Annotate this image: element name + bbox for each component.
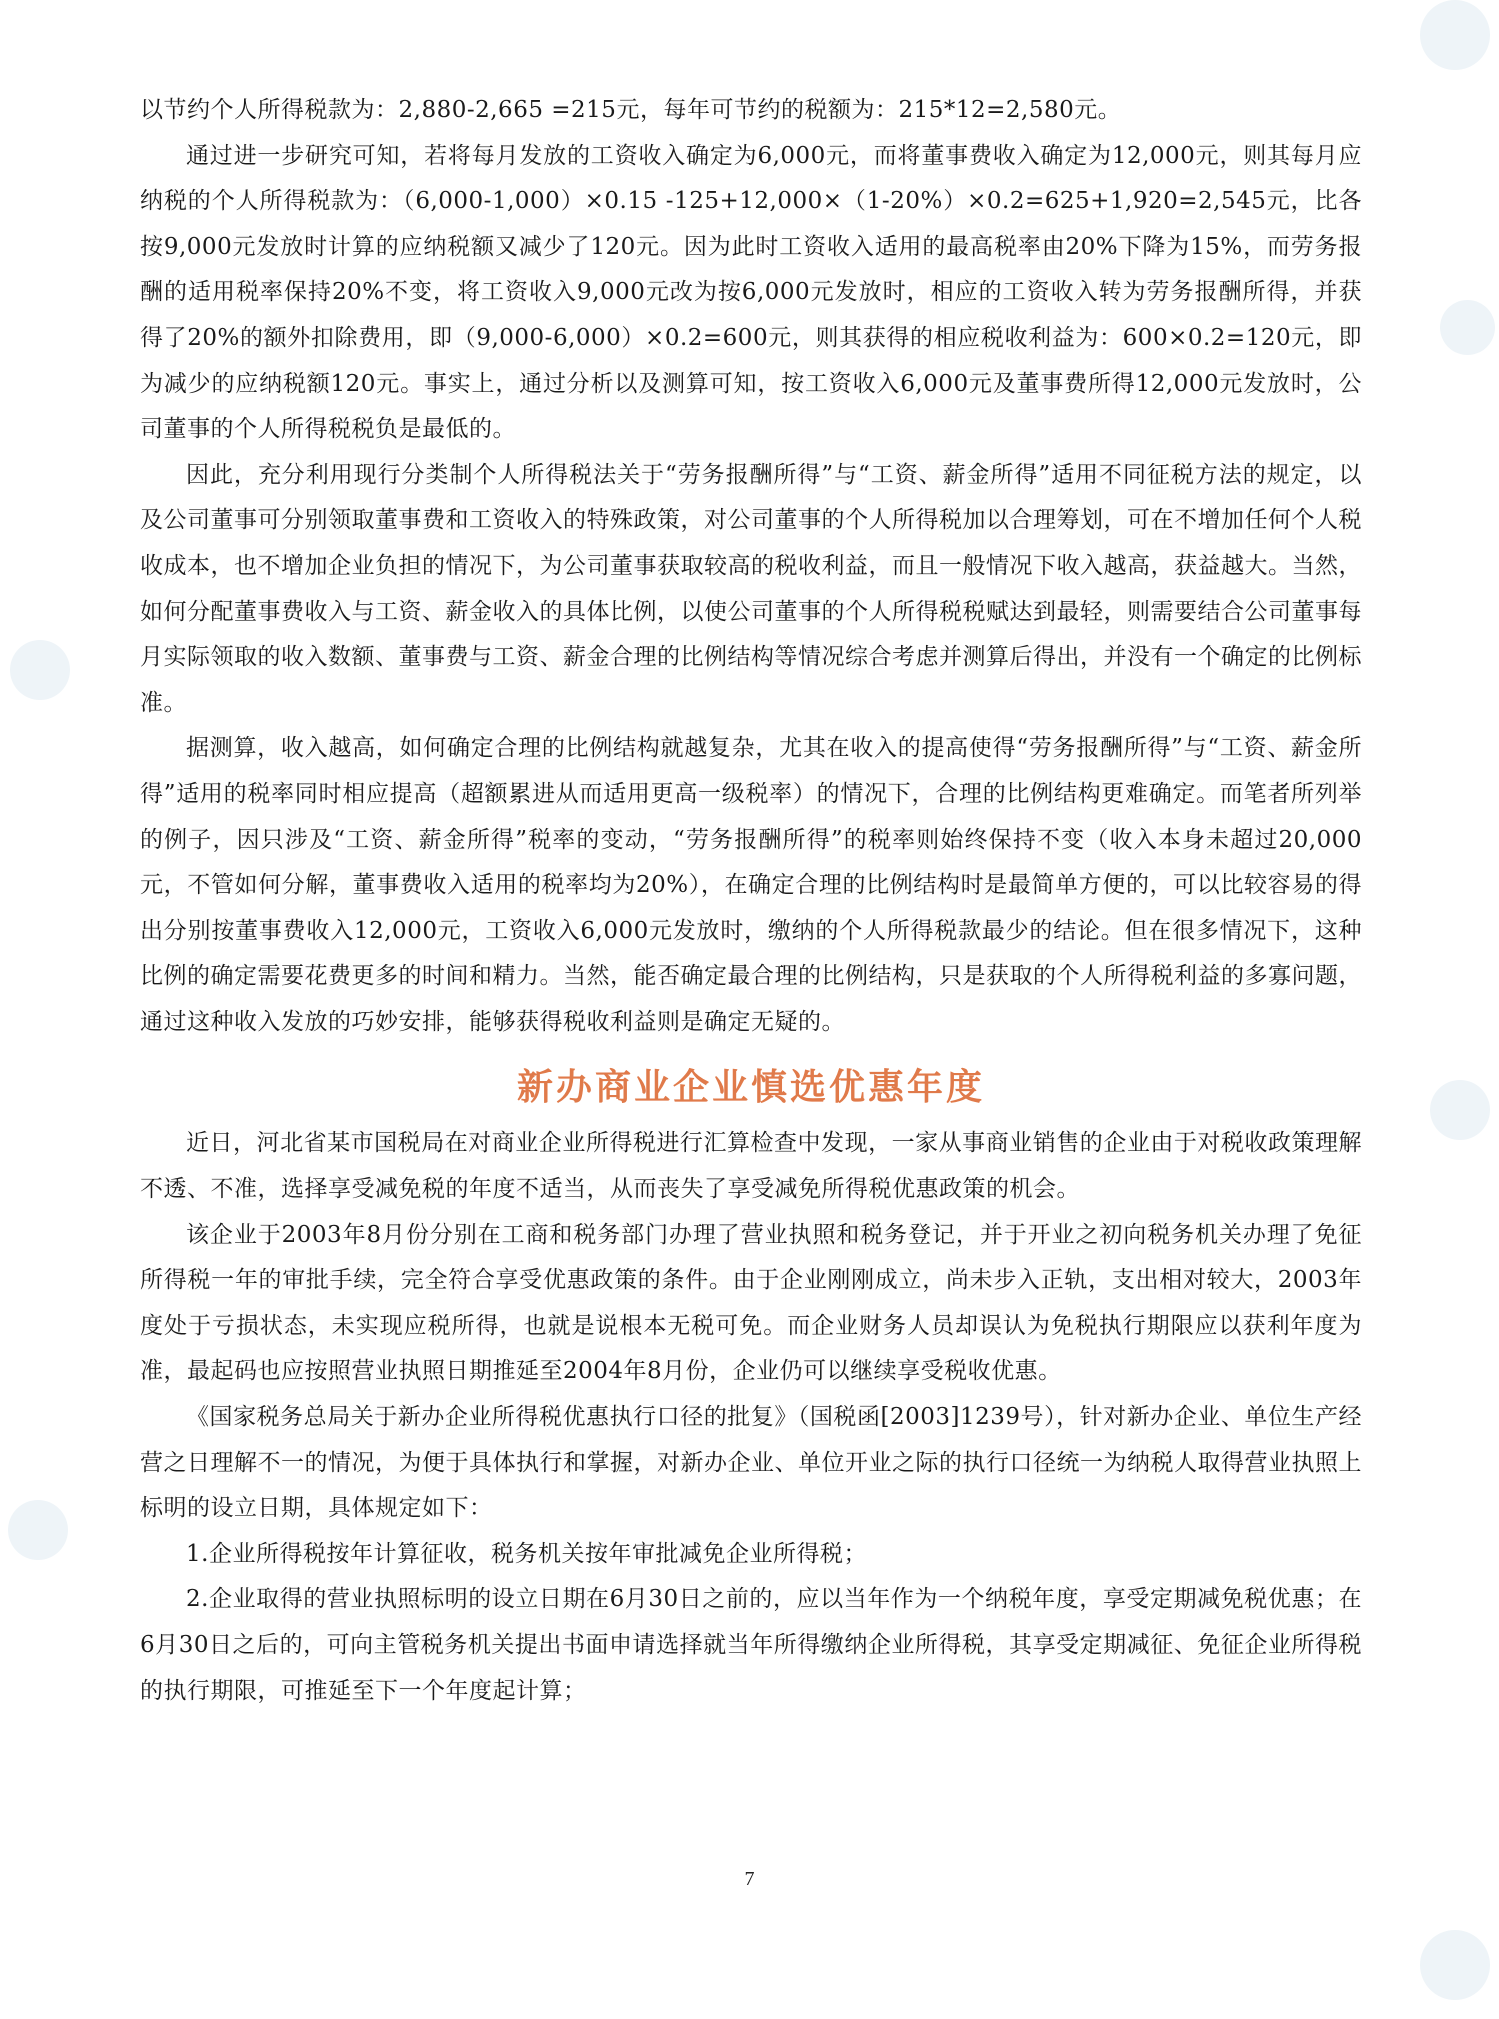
paragraph: 据测算，收入越高，如何确定合理的比例结构就越复杂，尤其在收入的提高使得“劳务报酬所得”与“工资、薪金所得”适用的税率同时相应提高（超额累进从而适用更高一级税率）的情况下，合理的比例结构更难确定。而笔者所列举的例子，因只涉及“工资、薪金所得”税率的变动，“劳务报酬所得”的税率则始终保持不变（收入本身未超过20,000元，不管如何分解，董事费收入适用的税率均为20%），在确定合理的比例结构时是最简单方便的，可以比较容易的得出分别按董事费收入12,000元，工资收入6,000元发放时，缴纳的个人所得税款最少的结论。但在很多情况下，这种比例的确定需要花费更多的时间和精力。当然，能否确定最合理的比例结构，只是获取的个人所得税利益的多寡问题，通过这种收入发放的巧妙安排，能够获得税收利益则是确定无疑的。 bbox=[140, 735, 1362, 1035]
watermark-blob bbox=[1440, 300, 1495, 355]
list-item: 1.企业所得税按年计算征收，税务机关按年审批减免企业所得税； bbox=[186, 1540, 867, 1567]
section-title: 新办商业企业慎选优惠年度 bbox=[516, 1067, 985, 1109]
list-item: 2.企业取得的营业执照标明的设立日期在6月30日之前的，应以当年作为一个纳税年度，享受定期减免税优惠；在6月30日之后的，可向主管税务机关提出书面申请选择就当年所得缴纳企业所得税，其享受定期减征、免征企业所得税的执行期限，可推延至下一个年度起计算； bbox=[140, 1586, 1362, 1704]
paragraph: 通过进一步研究可知，若将每月发放的工资收入确定为6,000元，而将董事费收入确定为12,000元，则其每月应纳税的个人所得税款为：（6,000-1,000）×0.15 -125+12,000×（1-20%）×0.2=625+1,920=2,545元，比各按9,000元发放时计算的应纳税额又减少了120元。因为此时工资收入适用的最高税率由20%下降为15%，而劳务报酬的适用税率保持20%不变，将工资收入9,000元改为按6,000元发放时，相应的工资收入转为劳务报酬所得，并获得了20%的额外扣除费用，即（9,000-6,000）×0.2=600元，则其获得的相应税收利益为：600×0.2=120元，即为减少的应纳税额120元。事实上，通过分析以及测算可知，按工资收入6,000元及董事费所得12,000元发放时，公司董事的个人所得税税负是最低的。 bbox=[140, 142, 1362, 443]
page-number: 7 bbox=[744, 1868, 755, 1890]
paragraph: 近日，河北省某市国税局在对商业企业所得税进行汇算检查中发现，一家从事商业销售的企业由于对税收政策理解不透、不准，选择享受减免税的年度不适当，从而丧失了享受减免所得税优惠政策的机会。 bbox=[140, 1130, 1362, 1203]
watermark-blob bbox=[8, 1500, 68, 1560]
paragraph: 《国家税务总局关于新办企业所得税优惠执行口径的批复》（国税函[2003]1239号），针对新办企业、单位生产经营之日理解不一的情况，为便于具体执行和掌握，对新办企业、单位开业之际的执行口径统一为纳税人取得营业执照上标明的设立日期，具体规定如下： bbox=[140, 1404, 1362, 1522]
watermark-blob bbox=[1420, 0, 1490, 70]
watermark-blob bbox=[1430, 1080, 1490, 1140]
watermark-blob bbox=[10, 640, 70, 700]
paragraph: 该企业于2003年8月份分别在工商和税务部门办理了营业执照和税务登记，并于开业之初向税务机关办理了免征所得税一年的审批手续，完全符合享受优惠政策的条件。由于企业刚刚成立，尚未步入正轨，支出相对较大，2003年度处于亏损状态，未实现应税所得，也就是说根本无税可免。而企业财务人员却误认为免税执行期限应以获利年度为准，最起码也应按照营业执照日期推延至2004年8月份，企业仍可以继续享受税收优惠。 bbox=[140, 1221, 1362, 1385]
watermark-blob bbox=[1420, 1930, 1490, 2000]
paragraph: 因此，充分利用现行分类制个人所得税法关于“劳务报酬所得”与“工资、薪金所得”适用不同征税方法的规定，以及公司董事可分别领取董事费和工资收入的特殊政策，对公司董事的个人所得税加以合理筹划，可在不增加任何个人税收成本，也不增加企业负担的情况下，为公司董事获取较高的税收利益，而且一般情况下收入越高，获益越大。当然，如何分配董事费收入与工资、薪金收入的具体比例，以使公司董事的个人所得税税赋达到最轻，则需要结合公司董事每月实际领取的收入数额、董事费与工资、薪金合理的比例结构等情况综合考虑并测算后得出，并没有一个确定的比例标准。 bbox=[140, 461, 1362, 716]
document-page bbox=[140, 88, 1362, 1714]
paragraph: 以节约个人所得税款为：2,880-2,665 =215元，每年可节约的税额为：215*12=2,580元。 bbox=[140, 97, 1122, 123]
